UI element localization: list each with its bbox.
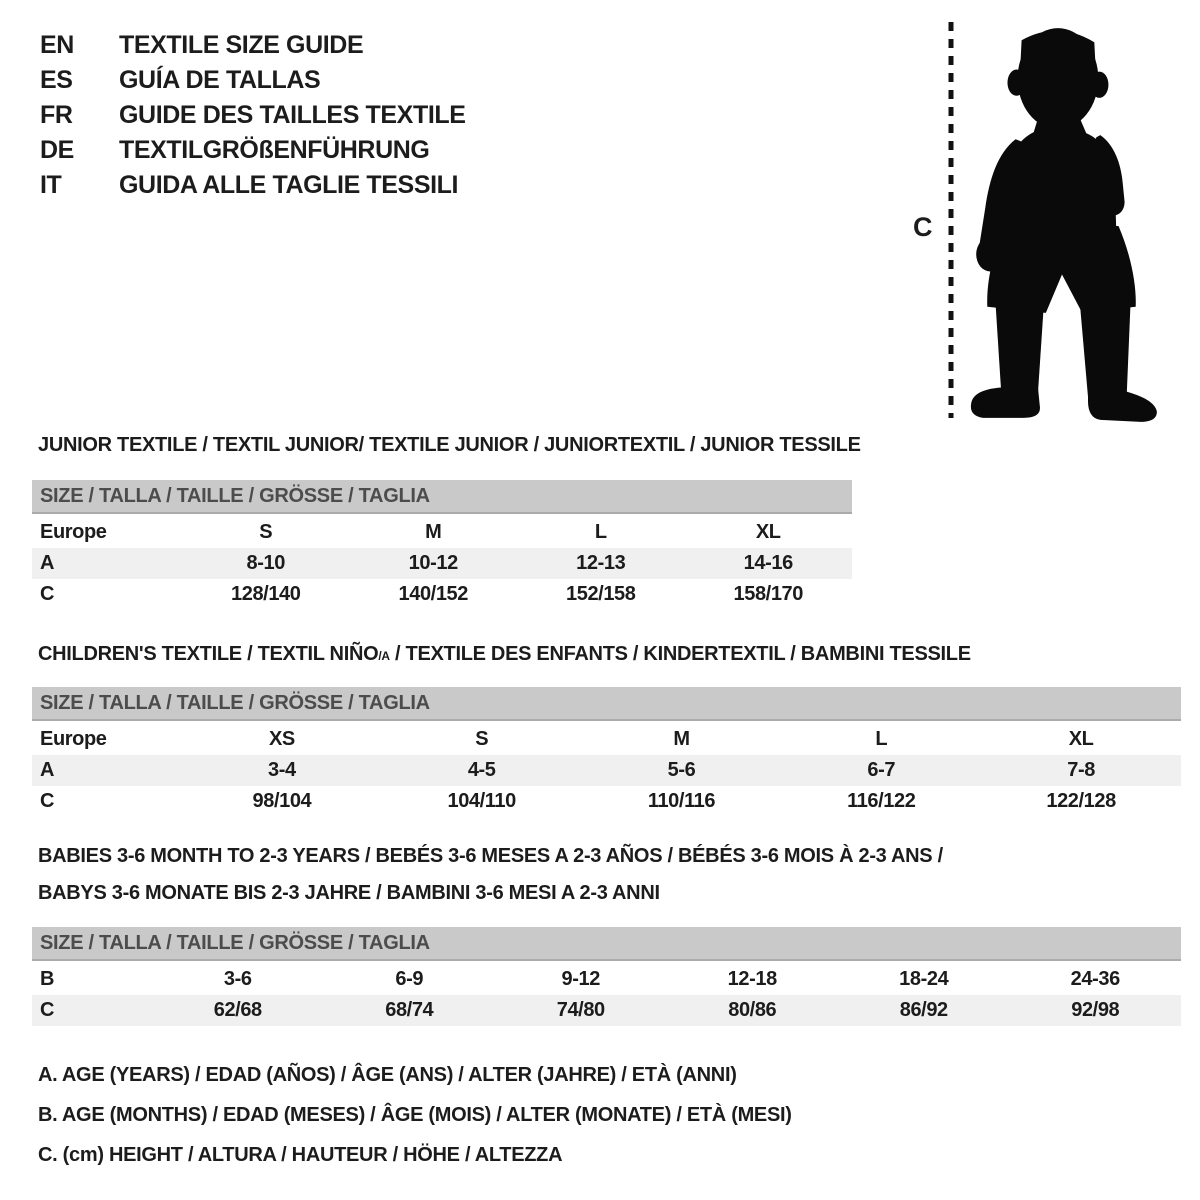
legend-age-months: B. AGE (MONTHS) / EDAD (MESES) / ÂGE (MOIS) / ALTER (MONATE) / ETÀ (MESI) — [38, 1104, 792, 1126]
row-label: B — [40, 968, 55, 990]
height-value: 68/74 — [385, 999, 434, 1021]
height-value: 152/158 — [566, 583, 636, 605]
guide-title-en: TEXTILE SIZE GUIDE — [119, 31, 364, 59]
children-title-post: / TEXTILE DES ENFANTS / KINDERTEXTIL / BAMBINI TESSILE — [389, 643, 971, 665]
height-value: 110/116 — [647, 790, 716, 812]
size-column-header: M — [425, 521, 442, 543]
height-value: 116/122 — [847, 790, 916, 812]
size-column-header: XL — [755, 521, 781, 543]
junior-age-row — [32, 548, 852, 579]
height-value: 98/104 — [252, 790, 312, 812]
age-value: 8-10 — [246, 552, 285, 574]
junior-size-bar: SIZE / TALLA / TAILLE / GRÖSSE / TAGLIA — [32, 480, 852, 514]
height-value: 122/128 — [1046, 790, 1116, 812]
children-height-row — [32, 786, 1181, 817]
language-row-it — [40, 168, 466, 203]
region-label: Europe — [40, 728, 107, 750]
language-row-fr — [40, 98, 466, 133]
height-measure-label: C — [913, 212, 933, 242]
months-value: 12-18 — [727, 968, 777, 990]
language-code: DE — [40, 136, 74, 164]
age-value: 14-16 — [743, 552, 793, 574]
junior-section-title: JUNIOR TEXTILE / TEXTIL JUNIOR/ TEXTILE JUNIOR / JUNIORTEXTIL / JUNIOR TESSILE — [38, 434, 861, 456]
legend — [38, 1064, 792, 1184]
guide-title-de: TEXTILGRÖßENFÜHRUNG — [119, 136, 430, 164]
size-column-header: XS — [268, 728, 295, 750]
row-label: C — [40, 999, 55, 1021]
height-value: 62/68 — [213, 999, 262, 1021]
legend-height-cm: C. (cm) HEIGHT / ALTURA / HAUTEUR / HÖHE / ALTEZZA — [38, 1144, 563, 1166]
size-column-header: L — [594, 521, 607, 543]
size-column-header: L — [875, 728, 888, 750]
language-title-list — [40, 28, 466, 203]
junior-header-row — [32, 517, 852, 548]
row-label: C — [40, 583, 55, 605]
row-label: A — [40, 552, 55, 574]
size-column-header: M — [673, 728, 690, 750]
row-label: A — [40, 759, 55, 781]
toddler-silhouette-icon — [957, 20, 1169, 424]
language-code: EN — [40, 31, 74, 59]
children-age-row — [32, 755, 1181, 786]
age-value: 6-7 — [867, 759, 896, 781]
height-value: 86/92 — [899, 999, 948, 1021]
children-section-title — [38, 643, 971, 666]
language-code: IT — [40, 171, 62, 199]
babies-size-bar: SIZE / TALLA / TAILLE / GRÖSSE / TAGLIA — [32, 927, 1181, 961]
language-code: FR — [40, 101, 73, 129]
children-header-row — [32, 724, 1181, 755]
junior-size-table — [32, 480, 852, 610]
language-row-de — [40, 133, 466, 168]
age-value: 7-8 — [1067, 759, 1095, 781]
guide-title-fr: GUIDE DES TAILLES TEXTILE — [119, 101, 466, 129]
height-value: 158/170 — [733, 583, 803, 605]
region-label: Europe — [40, 521, 107, 543]
legend-age-years: A. AGE (YEARS) / EDAD (AÑOS) / ÂGE (ANS) / ALTER (JAHRE) / ETÀ (ANNI) — [38, 1064, 737, 1086]
babies-height-row — [32, 995, 1181, 1026]
months-value: 18-24 — [899, 968, 949, 990]
babies-section-title-line2: BABYS 3-6 MONATE BIS 2-3 JAHRE / BAMBINI 3-6 MESI A 2-3 ANNI — [38, 882, 660, 904]
height-value: 74/80 — [556, 999, 605, 1021]
language-row-en — [40, 28, 466, 63]
babies-section-title-line1: BABIES 3-6 MONTH TO 2-3 YEARS / BEBÉS 3-6 MESES A 2-3 AÑOS / BÉBÉS 3-6 MOIS À 2-3 ANS / — [38, 845, 943, 867]
months-value: 6-9 — [395, 968, 424, 990]
children-title-suffix: /A — [378, 649, 390, 663]
height-value: 104/110 — [447, 790, 516, 812]
size-column-header: S — [259, 521, 273, 543]
children-title-pre: CHILDREN'S TEXTILE / TEXTIL NIÑO — [38, 643, 379, 665]
language-code: ES — [40, 66, 73, 94]
children-size-bar: SIZE / TALLA / TAILLE / GRÖSSE / TAGLIA — [32, 687, 1181, 721]
age-value: 5-6 — [667, 759, 696, 781]
size-column-header: XL — [1068, 728, 1094, 750]
size-column-header: S — [475, 728, 489, 750]
children-size-table — [32, 687, 1181, 817]
age-value: 12-13 — [576, 552, 626, 574]
age-value: 4-5 — [467, 759, 496, 781]
language-row-es — [40, 63, 466, 98]
guide-title-it: GUIDA ALLE TAGLIE TESSILI — [119, 171, 459, 199]
height-value: 128/140 — [231, 583, 301, 605]
babies-size-table — [32, 927, 1181, 1026]
height-value: 140/152 — [398, 583, 468, 605]
months-value: 3-6 — [223, 968, 252, 990]
months-value: 9-12 — [561, 968, 600, 990]
height-value: 80/86 — [728, 999, 777, 1021]
age-value: 10-12 — [408, 552, 458, 574]
junior-height-row — [32, 579, 852, 610]
months-value: 24-36 — [1070, 968, 1120, 990]
height-measure-dashed-line — [946, 20, 956, 420]
guide-title-es: GUÍA DE TALLAS — [119, 66, 321, 94]
age-value: 3-4 — [268, 759, 296, 781]
height-measure-figure — [905, 16, 1185, 428]
row-label: C — [40, 790, 55, 812]
height-value: 92/98 — [1071, 999, 1120, 1021]
babies-months-row — [32, 964, 1181, 995]
